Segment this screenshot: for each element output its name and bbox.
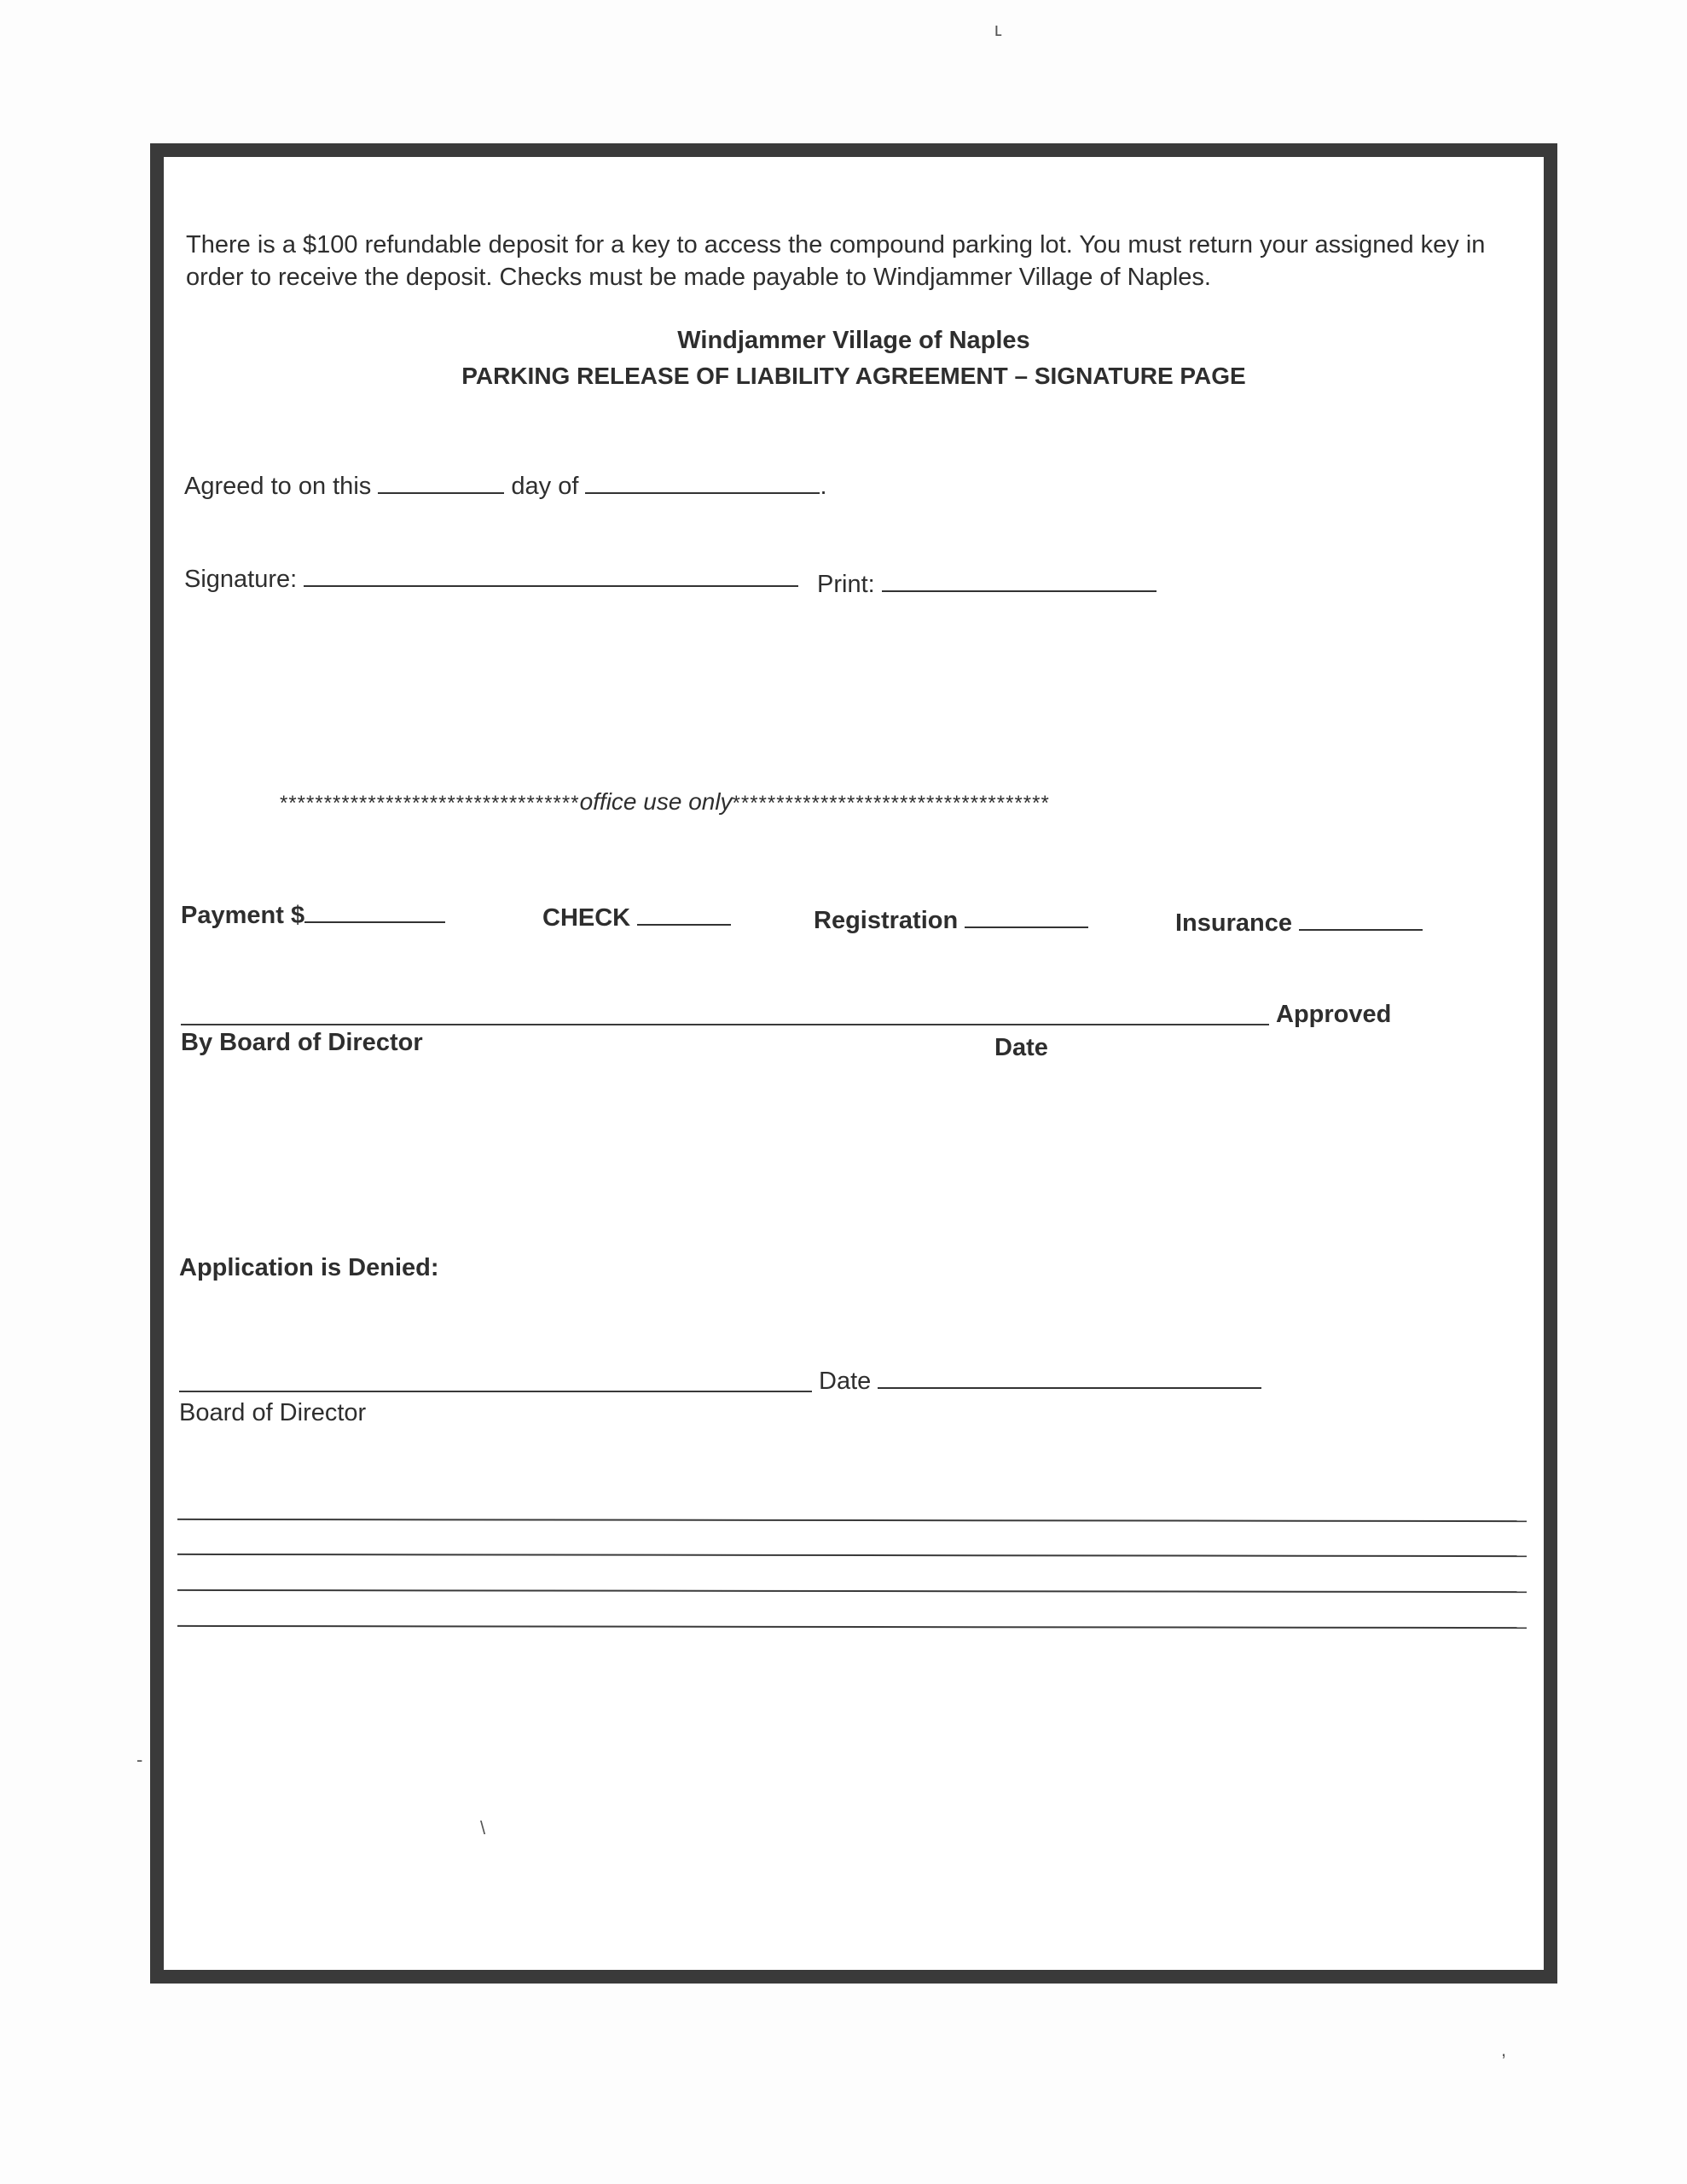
agreed-day-field[interactable] (378, 472, 504, 494)
denied-heading: Application is Denied: (179, 1254, 439, 1281)
scan-speck: ‐ (136, 1749, 143, 1770)
day-of-label: day of (511, 473, 579, 500)
stars-left: ********************************** (280, 792, 580, 815)
check-label: CHECK (542, 904, 631, 932)
stars-right: ************************************ (732, 792, 1050, 815)
payment-field[interactable] (304, 901, 445, 923)
scan-speck: ʟ (994, 19, 1002, 40)
scan-speck: \ (480, 1817, 486, 1838)
scan-speck: , (1501, 2039, 1507, 2060)
intro-line-1: There is a $100 refundable deposit for a key to access the compound parking lot. You must return your assigned key in (186, 231, 1486, 258)
registration-row (814, 904, 1088, 937)
agreed-prefix: Agreed to on this (184, 473, 372, 500)
office-use-banner (280, 788, 1050, 816)
payment-label: Payment $ (181, 902, 305, 929)
check-field[interactable] (637, 903, 731, 926)
agreed-month-field[interactable] (585, 472, 820, 494)
agreed-period: . (820, 473, 827, 500)
signature-label: Signature: (184, 566, 298, 593)
approval-date-label: Date (994, 1034, 1048, 1061)
payment-row (181, 899, 445, 932)
by-board-label: By Board of Director (181, 1029, 423, 1056)
print-line (817, 568, 1157, 601)
approval-signature-line[interactable] (181, 1024, 1269, 1025)
form-border (150, 143, 1557, 1984)
registration-label: Registration (814, 907, 959, 934)
print-label: Print: (817, 571, 875, 598)
insurance-field[interactable] (1299, 909, 1423, 931)
print-field[interactable] (882, 570, 1157, 592)
approved-label: Approved (1276, 1001, 1392, 1028)
org-name: Windjammer Village of Naples (677, 327, 1030, 354)
insurance-row (1175, 907, 1423, 939)
denied-date-row (819, 1365, 1261, 1397)
denied-board-label: Board of Director (179, 1399, 367, 1426)
office-use-label: office use only (579, 788, 733, 815)
intro-paragraph (186, 229, 1516, 293)
signature-field[interactable] (304, 565, 798, 587)
agreed-line (184, 470, 827, 502)
denied-date-label: Date (819, 1368, 872, 1395)
denied-date-field[interactable] (878, 1367, 1261, 1389)
denied-signature-line[interactable] (179, 1391, 812, 1392)
intro-line-2: order to receive the deposit. Checks must be made payable to Windjammer Village of Naples. (186, 264, 1211, 291)
page-title: PARKING RELEASE OF LIABILITY AGREEMENT – SIGNATURE PAGE (461, 363, 1246, 389)
insurance-label: Insurance (1175, 909, 1292, 937)
registration-field[interactable] (965, 906, 1088, 928)
signature-line (184, 563, 798, 595)
check-row (542, 902, 731, 934)
